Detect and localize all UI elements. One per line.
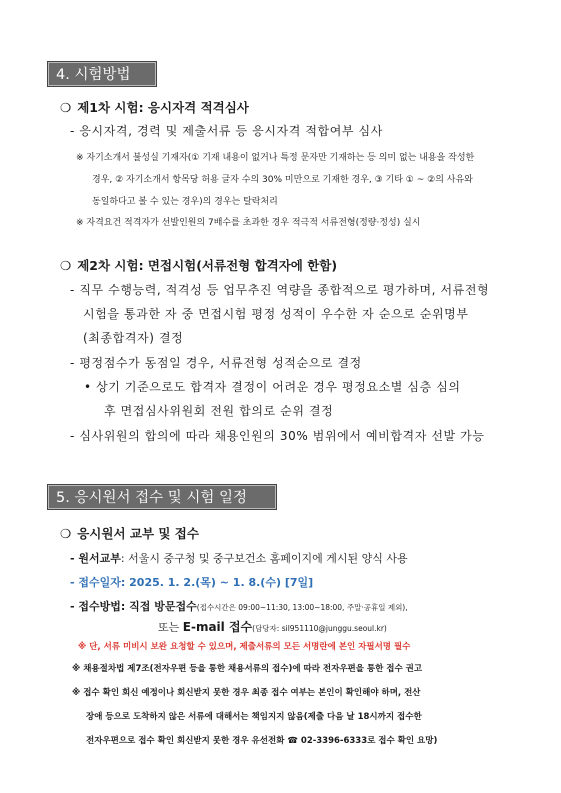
second-exam-line-4: - 심사위원의 합의에 따라 채용인원의 30% 범위에서 예비합격자 선발 가능 — [70, 429, 485, 443]
section-5-title: 5. 응시원서 접수 및 시험 일정 — [47, 484, 277, 510]
issue-line: - 원서교부: 서울시 중구청 및 중구보건소 홈페이지에 게시된 양식 사용 — [70, 552, 408, 565]
first-exam-note-1b: 경우, ② 자기소개서 항목당 허용 글자 수의 30% 미만으로 기재한 경우, ③ 기타 ① ~ ②의 사유와 — [92, 175, 473, 185]
second-exam-line-2: - 평정점수가 동점일 경우, 서류전형 성적순으로 결정 — [70, 356, 362, 370]
second-exam-line-1a: - 직무 수행능력, 적격성 등 업무추진 역량을 종합적으로 평가하며, 서류전형 — [70, 283, 490, 297]
first-exam-note-1a: ※ 자기소개서 불성실 기재자(① 기재 내용이 없거나 특정 문자만 기재하는 등 의미 없는 내용을 작성한 — [76, 153, 475, 163]
receipt-note-a: ※ 접수 확인 회신 예정이나 회신받지 못한 경우 최종 접수 여부는 본인이 확인해야 하며, 전산 — [72, 688, 421, 698]
second-exam-heading: ❍ 제2차 시험: 면접시험(서류전형 합격자에 한함) — [60, 258, 338, 273]
first-exam-note-1c: 동일하다고 볼 수 있는 경우)의 경우는 탈락처리 — [92, 197, 278, 207]
receipt-note-b: 장애 등으로 도착하지 않은 서류에 대해서는 책임지지 않음(제출 다음 날 18시까지 접수한 — [86, 712, 422, 722]
email-recommend-note: ※ 채용절차법 제7조(전자우편 등을 통한 채용서류의 접수)에 따라 전자우편을 통한 접수 권고 — [72, 664, 423, 674]
method-line: - 접수방법: 직접 방문접수(접수시간은 09:00~11:30, 13:00~18:00, 주말·공휴일 제외), — [70, 600, 408, 613]
second-exam-line-1c: (최종합격자) 결정 — [83, 331, 184, 345]
red-notice: ※ 단, 서류 미비시 보완 요청할 수 있으며, 제출서류의 모든 서명란에 본인 자필서명 필수 — [78, 642, 411, 652]
first-exam-line: - 응시자격, 경력 및 제출서류 등 응시자격 적합여부 심사 — [70, 124, 383, 138]
first-exam-note-2: ※ 자격요건 적격자가 선발인원의 7배수를 초과한 경우 적극적 서류전형(정량·정성) 실시 — [76, 218, 421, 228]
second-exam-line-3b: 후 면접심사위원회 전원 합의로 순위 결정 — [104, 404, 334, 418]
second-exam-line-1b: 시험을 통과한 자 중 면접시험 평정 성적이 우수한 자 순으로 순위명부 — [83, 307, 469, 321]
circle-bullet-icon: ❍ — [60, 100, 72, 115]
receipt-note-c: 전자우편으로 접수 확인 회신받지 못한 경우 유선전화 ☎ 02-3396-6333로 접수 확인 요망) — [86, 736, 438, 746]
circle-bullet-icon: ❍ — [60, 258, 72, 273]
first-exam-heading: ❍ 제1차 시험: 응시자격 적격심사 — [60, 100, 249, 115]
application-heading: ❍ 응시원서 교부 및 접수 — [60, 526, 199, 541]
period-line: - 접수일자: 2025. 1. 2.(목) ~ 1. 8.(수) [7일] — [70, 576, 314, 589]
second-exam-line-3a: • 상기 기준으로도 합격자 결정이 어려운 경우 평정요소별 심층 심의 — [84, 380, 461, 394]
section-4-title: 4. 시험방법 — [47, 61, 157, 87]
email-line: 또는 E-mail 접수(담당자: sil951110@junggu.seoul.kr) — [158, 620, 387, 634]
circle-bullet-icon: ❍ — [60, 526, 72, 541]
